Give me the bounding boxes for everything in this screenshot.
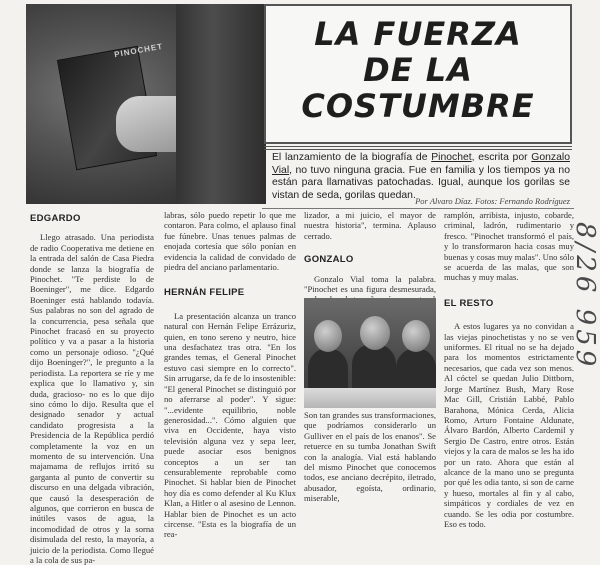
subhead-gonzalo: GONZALO (304, 254, 354, 266)
byline: Por Alvaro Díaz. Fotos: Fernando Rodríguez (415, 196, 570, 206)
column-3-text-bottom: Son tan grandes sus transformaciones, que podríamos considerarlo un Gulliver en el país de los enanos". Se retuerce en su tumba Jonathan Swift con la analogía. Vial está hablando del mismo Pinochet que conocemos todos, ese anciano decrépito, iletrado, abusador, egoísta, ordinario, miserable, (304, 410, 436, 504)
column-4-text: A estos lugares ya no convidan a las viejas pinochetistas y no se ven uniformes. El ritual no se ha dejado para los momentos estrictamente necesarios, que cada vez son menos. Al cóctel se quedan Julio Dittborn, Jorge Martínez Bush, Mary Rose Mac Gill, Cristián Labbé, Pablo Barahona, Mónica Cerda, Alicia Romo, Arturo Fontaine Aldunate, Álvaro Bardón, Alberto Cardemil y Sergio De Castro, entre otros. Están viejos y la cara de malos se les ha ido por un rato. Ahora que están al alcance de la mano uno se pregunta por qué les odia tanto, si son de carne y hueso, mortales al fin y al cabo, simpáticos y cordiales de vez en cuando. Se les odia por costumbre. Eso es todo. (444, 321, 574, 529)
head-center (360, 316, 390, 350)
subhead-hernan-felipe: HERNÁN FELIPE (164, 287, 245, 299)
deck-part-1: El lanzamiento de la biografía de (272, 152, 432, 163)
deck-part-5: , no tuvo ninguna gracia. Fue en familia y los tiempos ya no están para llamativas patochadas. Igual, aunque los gorilas se vistan de seda, gorilas quedan. (272, 164, 570, 201)
headline-box (264, 4, 572, 144)
deck-text (272, 152, 570, 202)
column-1 (30, 210, 154, 565)
column-3-bottom (304, 410, 436, 504)
book-title-text: PINOCHET (113, 41, 164, 60)
headline-line-3: COSTUMBRE (301, 87, 535, 125)
column-3-text-mid: Gonzalo Vial toma la palabra. "Pinochet es una figura desmesurada, (304, 273, 436, 295)
column-1-text: Llego atrasado. Una periodista de radio Cooperativa me detiene en la entrada del salón de Casa Piedra donde se lanza la biografía de Pinochet. "Te perdiste lo de Boeninger", me dice. Edgardo Boeninger está hablando todavía. Sus palabras no son del agrado de la concurrencia, pesa señala que Pinochet fracasó en su proyecto político y va a pasar a la historia como un personaje odioso. "¿Qué dijo Boeninger?", le pregunto a la periodista. La reportera se ríe y me explica que lo llamativo y, sin duda, gracioso- no es lo que dijo sino cómo lo dijo. Resulta que el designado senador y actual candidato progresista a la Presidencia de la República perdió completamente la voz en un momento de su intervención. Una majamama de reflujos irritó su garganta al punto de convertir su discurso en una delgada vibración, que causó la desesperación de algunos, que corrieron en busca de inútiles vasos de agua, la incomodidad de otros y la sorna disimulada del resto, la mayoría, a juicio de la periodista. Como llegué a la cola de sus pa- (30, 232, 154, 565)
column-3-text-top: lizador, a mi juicio, el mayor de nuestra historia", termina. Aplauso cerrado. (304, 210, 436, 241)
column-4 (444, 210, 574, 529)
column-2 (164, 210, 296, 540)
column-2-text-top: labras, sólo puedo repetir lo que me contaron. Para colmo, el aplauso final fue fúnebre. Unas tenues palmas de enojada cortesía que sólo ponían en evidencia la calidad de convidado de piedra del anciano parlamentario. (164, 210, 296, 273)
headline-line-2: DE LA (363, 51, 473, 89)
head-right (402, 320, 430, 352)
subhead-edgardo: EDGARDO (30, 213, 81, 224)
event-photo (304, 298, 436, 408)
subhead-el-resto: EL RESTO (444, 297, 494, 309)
header-photo (26, 4, 262, 204)
headline-rule (264, 146, 572, 150)
deck-link-pinochet: Pinochet (431, 152, 472, 163)
head-left (314, 320, 342, 352)
deck-link-vial: Gonzalo Vial (272, 152, 570, 176)
headline (266, 16, 570, 124)
sleeve-shape (176, 4, 266, 204)
deck-part-3: , escrita por (471, 152, 532, 163)
headline-line-1: LA FUERZA (314, 15, 522, 53)
column-2-text: La presentación alcanza un tranco natural con Hernán Felipe Errázuriz, quien, en tono sereno y neutro, hice una desfachatez tras otra. "En los grandes temas, el General Pinochet estuvo casi siempre en lo correcto". Sin arrugarse, da fe de lo insostenible: "El general Pinochet se distinguió por no aferrarse al poder". Y sigue: "...evidente equilibrio, noble generosidad...". Cómo alguien que viva en Occidente, haya visto televisión alguna vez y sepa leer, puede asociar esos benignos conceptos a un ser tan censurablemente reprobable como Pinochet. Si hablar bien de Pinochet hoy día es como defender al Ku Klux Klan, a Hitler o al asesino de Lennon. Hablar bien de Pinochet es un acto circense. "Esta es la biografía de un rea- (164, 310, 296, 540)
column-3-top (304, 210, 436, 296)
column-4-text-top: ramplón, arribista, injusto, cobarde, criminal, ladrón, rudimentario y fresco. "Pinochet transformó el país, y lo transformaron hacia cosas muy buenas y cosas muy malas". Uno sólo se acuerda de las malas, que son muchas y muy malas. (444, 210, 574, 283)
handwritten-margin-note: 8/26 959 (570, 222, 600, 371)
byline-rule (262, 208, 574, 209)
table-shape (304, 388, 436, 408)
